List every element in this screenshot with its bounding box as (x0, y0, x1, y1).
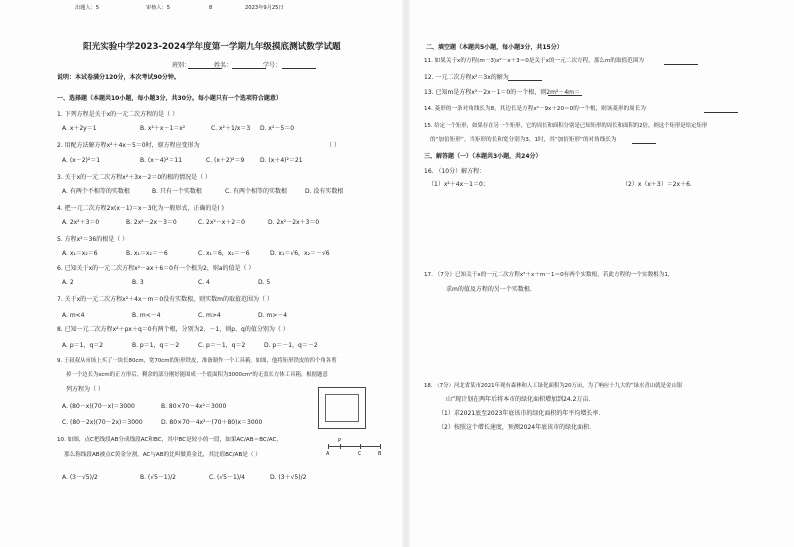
q10-point-a: A (326, 451, 330, 457)
q14-text: 14. 菱形的一条对角线长为8，其边长是方程x²－9x＋20＝0的一个根，则该菱形的周长为 (424, 106, 646, 112)
q18-part2: （2）按照这个增长速度，预测2024年底该市的绿化面积. (438, 424, 591, 431)
q9-stem-line2: 掉一个边长为xcm的正方形后，剩余的部分刚好能围成一个底面积为3000cm²的无盖长方体工具箱，根据题意 (66, 372, 328, 378)
q10-option-b[interactable]: B. (√5－1)/2 (140, 474, 176, 481)
q7-option-b[interactable]: B. m<－4 (132, 312, 161, 319)
q11-text: 11. 如果关于x的方程(m－3)x²－x＋3＝0是关于x的一元二次方程，那么m的取值范围为 (424, 58, 644, 64)
q10-option-a[interactable]: A. (3－√5)/2 (62, 474, 98, 481)
q5-stem: 5. 方程x²＝36的根是（ ） (57, 236, 129, 243)
q10-option-d[interactable]: D. (3＋√5)/2 (270, 474, 307, 481)
q7-option-c[interactable]: C. m>4 (198, 312, 221, 319)
q12-text: 12. 一元二次方程x²＝3x的解为 (424, 74, 509, 81)
q1-option-b[interactable]: B. x²＋x－1＝x² (140, 125, 186, 132)
q2-option-c[interactable]: C. (x＋2)²＝9 (206, 157, 245, 164)
q1-option-d[interactable]: D. x²－5＝0 (260, 125, 295, 132)
header-reviewer-tail: 8 (209, 5, 213, 11)
q10-point-c: C (358, 451, 362, 457)
q8-option-c[interactable]: C. p＝－1，q＝2 (198, 342, 246, 349)
q4-stem: 4. 把一元二次方程2x(x－1)＝x－3化为一般形式，正确的是( ) (57, 205, 225, 212)
q3-option-c[interactable]: C. 有两个相等的实数根 (225, 188, 288, 195)
q13-answer-blank[interactable] (548, 90, 582, 96)
q10-figure-segment (328, 446, 380, 447)
q6-option-c[interactable]: C. 4 (198, 279, 210, 286)
q14-answer-blank[interactable] (704, 107, 738, 113)
q11-answer-blank[interactable] (664, 59, 698, 65)
q5-option-a[interactable]: A. x₁＝x₂＝6 (62, 250, 98, 257)
q10-figure-tick-a (328, 444, 329, 449)
q6-option-b[interactable]: B. 3 (132, 279, 144, 286)
q8-option-d[interactable]: D. p＝－1，q＝－2 (264, 342, 318, 349)
q3-option-b[interactable]: B. 只有一个实数根 (152, 188, 202, 195)
section3-heading: 三、解答题（一）（本题共3小题，共24分） (424, 153, 542, 160)
q2-option-d[interactable]: D. (x＋4)²＝21 (260, 157, 303, 164)
instructions: 说明：本试卷满分120分，本次考试90分钟。 (57, 74, 180, 81)
q9-option-a[interactable]: A. (80－x)(70－x)＝3000 (62, 403, 135, 410)
q4-option-c[interactable]: C. 2x²－x＋2＝0 (198, 219, 245, 226)
q9-figure-fold (325, 394, 359, 422)
q4-option-b[interactable]: B. 2x²－2x－3＝0 (126, 219, 177, 226)
q10-point-b: B (378, 451, 382, 457)
q7-option-a[interactable]: A. m<4 (62, 312, 85, 319)
q4-option-d[interactable]: D. 2x²－2x＋3＝0 (268, 219, 320, 226)
q10-point-p: P (338, 438, 342, 444)
q2-paren: （ ） (326, 142, 340, 149)
q18-part1: （1）求2021底至2023年底该市的绿化面积的年平均增长率. (438, 410, 601, 417)
name-field[interactable] (232, 63, 266, 69)
q9-option-d[interactable]: D. 80×70－4x²－(70＋80)x＝3000 (161, 419, 263, 426)
page-title: 阳光实验中学2023-2024学年度第一学期九年级摸底测试数学试题 (83, 42, 341, 52)
q10-figure-tick-p (340, 444, 341, 449)
q16-stem: 16. （10分）解方程： (424, 168, 486, 175)
q8-option-b[interactable]: B. p＝1，q＝－2 (132, 342, 180, 349)
q5-option-d[interactable]: D. x₁＝√6，x₂＝－√6 (270, 250, 330, 257)
id-field[interactable] (282, 63, 316, 69)
q15-answer-blank[interactable] (632, 138, 656, 144)
q2-stem: 2. 用配方法解方程x²＋4x－5＝0时，原方程应变形为 (57, 142, 200, 149)
q16-part2: （2）x（x＋3）＝2x＋6. (622, 181, 692, 188)
right-column (410, 0, 794, 547)
q6-option-a[interactable]: A. 2 (62, 279, 74, 286)
class-label: 班别： (172, 62, 191, 69)
q2-option-b[interactable]: B. (x－4)²＝11 (140, 157, 183, 164)
q9-stem-line1: 9. 王叔叔从市场上买了一块长80cm，宽70cm的矩形铁皮，准备制作一个工具箱。如图，他将矩形铁皮的四个角各剪 (57, 358, 337, 364)
q6-stem: 6. 已知关于x的一元二次方程x²－ax＋6＝0有一个根为2，则a的值是（ ） (57, 265, 255, 272)
q9-option-b[interactable]: B. 80×70－4x²＝3000 (161, 403, 227, 410)
q7-stem: 7. 关于x的一元二次方程x²＋4x－m＝0没有实数根，则实数m的取值范围为（ ） (57, 296, 273, 303)
q1-stem: 1. 下列方程是关于x的一元二次方程的是（ ） (57, 111, 179, 118)
q8-option-a[interactable]: A. p＝1，q＝2 (62, 342, 104, 349)
q7-option-d[interactable]: D. m>－4 (258, 312, 288, 319)
q1-option-a[interactable]: A. x＋2y＝1 (62, 125, 97, 132)
q13-text: 13. 已知m是方程x²－2x－1＝0的一个根，则2m²－4m＝ (424, 89, 580, 96)
q3-option-a[interactable]: A. 有两个不相等的实数根 (62, 188, 130, 195)
q10-stem-line2: 那么称线段AB被点C黄金分割，AC与AB的比叫做黄金比，其比值BC/AB是（ ） (64, 452, 261, 458)
q10-option-c[interactable]: C. (√5－1)/4 (209, 474, 245, 481)
q18-stem-line2: 山”现计划在两年后将本市的绿化面积增加到24.2万亩. (446, 396, 591, 403)
q6-option-d[interactable]: D. 5 (258, 279, 271, 286)
q3-option-d[interactable]: D. 没有实数根 (305, 188, 344, 195)
q4-option-a[interactable]: A. 2x²＋3＝0 (62, 219, 100, 226)
q10-stem-line1: 10. 如图，点C把线段AB分成线段AC和BC，其中BC是较小的一段，如果AC/AB＝BC/AC， (57, 437, 282, 443)
q10-figure-tick-c (360, 444, 361, 449)
q3-stem: 3. 关于x的一元二次方程x²＋3x－2＝0的根的情况是（ ） (57, 174, 212, 181)
q10-figure-tick-b (380, 444, 381, 449)
q16-part1: （1）x²＋4x－1＝0； (428, 181, 489, 188)
header-date: 2023年9月25日 (245, 5, 284, 11)
q9-option-c[interactable]: C. (80－2x)(70－2x)＝3000 (62, 419, 143, 426)
q15-text-line2: 的“加倍矩形”。当矩形的长和宽分别为3，1时，其“加倍矩形”的对角线长为 (430, 137, 617, 143)
q18-stem-line1: 18. （7分）河北省某市2021年现有森林和人工绿化面积为20万亩，为了响应十九大的“绿水青山就是金山银 (424, 383, 683, 389)
q17-stem-line2: 求m的值及方程的另一个实数根. (446, 286, 532, 293)
q5-option-c[interactable]: C. x₁＝6，x₂＝－6 (198, 250, 250, 257)
name-label: 姓名： (214, 62, 233, 69)
q15-text-line1: 15. 给定一个矩形，如果存在另一个矩形，它的周长和面积分别是已知矩形的周长和面积的2倍，则这个矩形是给定矩形 (424, 123, 708, 129)
section1-heading: 一、选择题（本题共10小题，每小题3分，共30分。每小题只有一个选项符合题意） (57, 95, 282, 102)
q5-option-b[interactable]: B. x₁＝x₂＝－6 (126, 250, 168, 257)
id-label: 学号： (263, 62, 282, 69)
q8-stem: 8. 已知一元二次方程x²＋px＋q＝0有两个根，分别为2、－1，则p、q的值分别为（ ） (57, 326, 289, 333)
q1-option-c[interactable]: C. x²＋1/x＝3 (211, 125, 251, 132)
header-setter: 出题人：5 (75, 5, 100, 11)
q9-stem-line3: 列方程为（ ） (66, 386, 104, 393)
q17-stem-line1: 17. （7分）已知关于x的一元二次方程x²＋x＋m－1＝0有两个实数根，若此方程的一个实数根为1， (424, 272, 674, 278)
page-fold (402, 0, 410, 547)
section2-heading: 二、填空题（本题共5小题，每小题3分，共15分） (426, 44, 563, 51)
q12-answer-blank[interactable] (508, 75, 542, 81)
header-reviewer: 审核人：5 (146, 5, 171, 11)
q2-option-a[interactable]: A. (x－2)²＝1 (62, 157, 101, 164)
